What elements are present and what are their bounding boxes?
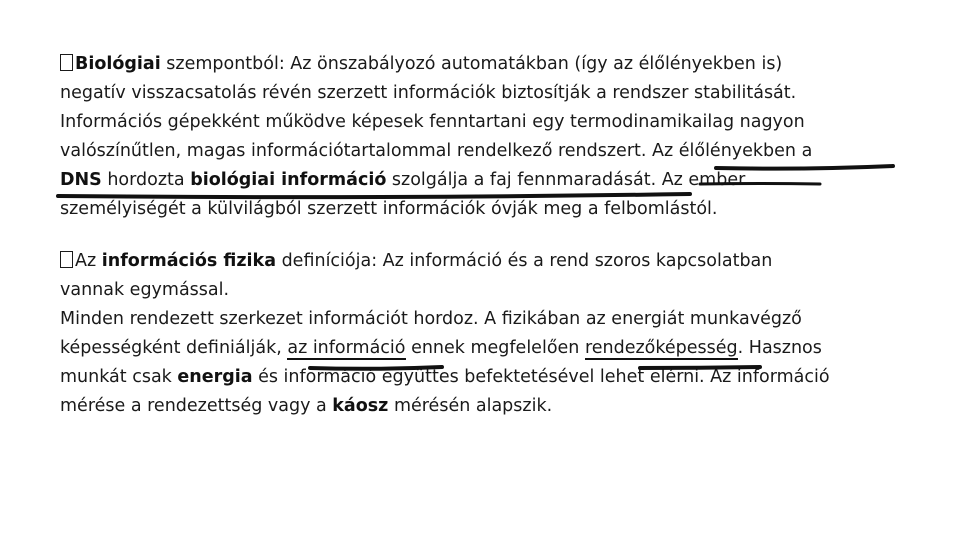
text-span: munkát csak <box>60 367 178 387</box>
text-span: és információ együttes befektetésével lehet elérni. Az információ <box>252 367 830 387</box>
missing-glyph-icon <box>60 54 73 71</box>
term-biological-information: biológiai információ <box>190 170 387 190</box>
term-energy: energia <box>177 367 253 387</box>
term-biological: Biológiai <box>75 54 161 74</box>
text-span: valószínűtlen, magas információtartalommal rendelkező rendszert. <box>60 141 653 161</box>
text-span: Az <box>75 251 102 271</box>
paragraph-information-physics <box>60 247 910 421</box>
text-line <box>60 50 910 79</box>
term-chaos: káosz <box>332 396 389 416</box>
text-span: szolgálja a faj fennmaradását. Az ember <box>386 170 746 190</box>
text-line: negatív visszacsatolás révén szerzett információk biztosítják a rendszer stabilitását. <box>60 83 797 103</box>
text-span: képességként definiálják, <box>60 338 288 358</box>
text-line <box>60 247 910 276</box>
missing-glyph-icon <box>60 251 73 268</box>
text-span: mérése a rendezettség vagy a <box>60 396 333 416</box>
text-line: vannak egymással. <box>60 280 230 300</box>
text-line <box>60 363 910 392</box>
term-dns: DNS <box>60 170 102 190</box>
term-information-physics: információs fizika <box>101 251 277 271</box>
paragraph-biological <box>60 50 910 224</box>
text-span: . Hasznos <box>737 338 822 358</box>
text-span: definíciója: Az információ és a rend szoros kapcsolatban <box>276 251 773 271</box>
underlined-phrase: Az élőlényekben a <box>652 141 813 161</box>
text-span: hordozta <box>101 170 191 190</box>
text-line <box>60 334 910 363</box>
text-span: ennek megfelelően <box>405 338 585 358</box>
text-line: Információs gépekként működve képesek fenntartani egy termodinamikailag nagyon <box>60 112 805 132</box>
underlined-phrase: rendezőképesség <box>584 338 738 358</box>
text-line <box>60 392 910 421</box>
underlined-phrase: az információ <box>287 338 406 358</box>
slide-content <box>60 50 910 421</box>
text-span: mérésén alapszik. <box>388 396 553 416</box>
text-line: személyiségét a külvilágból szerzett információk óvják meg a felbomlástól. <box>60 199 718 219</box>
text-line: Minden rendezett szerkezet információt hordoz. A fizikában az energiát munkavégző <box>60 309 802 329</box>
text-line <box>60 166 910 195</box>
paragraph-gap <box>60 224 910 247</box>
text-line <box>60 137 910 166</box>
text-span: szempontból: Az önszabályozó automatákban (így az élőlényekben is) <box>160 54 783 74</box>
